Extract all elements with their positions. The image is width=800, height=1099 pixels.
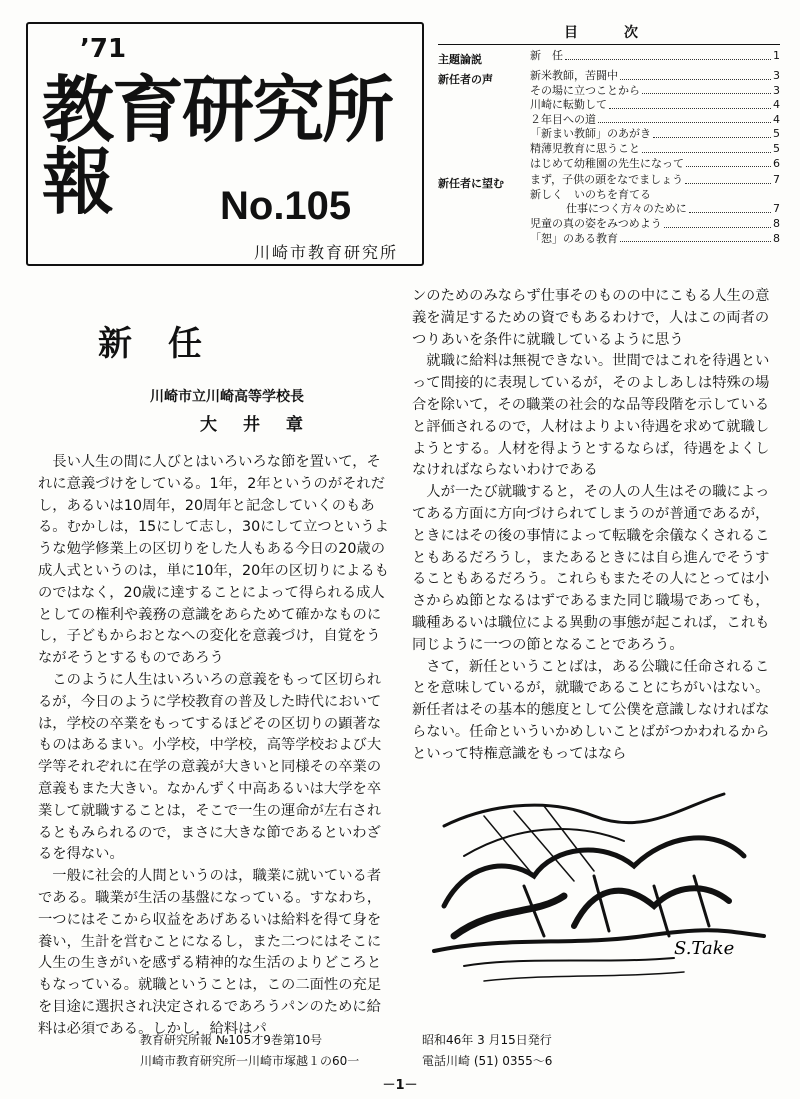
toc-entry-page: 4 [773,98,780,112]
masthead [26,22,424,266]
toc-entry-title: 新しく いのちを育てる [530,187,651,201]
footer-publish-date: 昭和46年 3 月15日発行 [422,1033,552,1047]
toc-leader-dots [565,49,771,60]
author-name: 大井章 [200,415,329,435]
toc-section-label: 主題論説 [438,53,482,66]
toc-entry [530,188,780,203]
masthead-year: ’71 [80,34,127,64]
toc-leader-dots [664,217,771,228]
toc-entry-title: 「新まい教師」のあがき [530,127,651,141]
toc-leader-dots [642,142,771,153]
toc-entry-page: 4 [773,112,780,126]
toc-leader-dots [689,202,771,213]
toc-entry-title: 精薄児教育に思うこと [530,141,640,155]
toc-leader-dots [685,173,771,184]
toc-entry-title: 川崎に転勤して [530,98,607,112]
toc-leader-dots [620,69,771,80]
toc-entry [530,127,780,142]
toc-entry-title: 仕事につく方々のために [566,202,687,216]
toc-heading: 目 次 [438,22,780,45]
toc-entry [530,232,780,247]
toc-entry-page: 3 [773,69,780,82]
toc-leader-dots [620,232,771,243]
toc-entry-page: 8 [773,216,780,230]
toc-entry-page: 5 [773,141,780,155]
toc-leader-dots [598,113,771,124]
toc-section [438,173,780,246]
toc-entry-title: 児童の真の姿をみつめよう [530,216,662,230]
article-title: 新任 [98,324,238,364]
footer-phone: 電話川崎 (51) 0355～6 [422,1054,553,1068]
toc-entry [530,69,780,84]
toc-sections [438,49,780,246]
toc-entry-title: 「恕」のある教育 [530,231,618,245]
toc-entry [530,173,780,188]
page-number: －1－ [382,1078,418,1093]
article-paragraph: さて，新任ということばは，ある公職に任命されることを意味しているが，就職であることにちがいはない。新任者はその基本的態度として公僕を意識しなければならない。任命といういかめしいことばがつかわれるからといって特権意識をもってはなら [412,658,770,762]
toc-entry [530,49,780,64]
toc-entry-title: まず，子供の頭をなでましょう [530,173,684,187]
toc-entry [530,113,780,128]
toc-entry-title: その場に立つことから [530,83,640,97]
toc-leader-dots [686,157,771,168]
author-affiliation: 川崎市立川崎高等学校長 [150,389,304,405]
article-paragraph: このように人生はいろいろの意義をもって区切られるが，今日のように学校教育の普及した時代においては，学校の卒業をもってするほどその区切りの顕著なものはあるまい。小学校，中学校，高等学校および大学等それぞれに在学の意義が大きいと同様その卒業の意義もまた大きい。なかんずく中高あるいは大学を卒業して就職することは，そこで一生の運命が左右されるともみられるので，まさに大きな節であるといわざるを得ない。 [38,671,382,863]
toc-entry-page: 1 [773,49,780,62]
toc-entry [530,84,780,99]
toc-entry-title: 新米教師，苦闘中 [530,69,618,82]
toc-entry-page: 5 [773,127,780,141]
toc-leader-dots [653,127,771,138]
article-column-left [38,452,394,1041]
toc-entry-title: 新 任 [530,49,563,62]
toc-entry [530,202,780,217]
table-of-contents [438,22,780,248]
toc-entry-page: 7 [773,202,780,216]
article-paragraph: 人が一たび就職すると，その人の人生はその職によってある方面に方向づけられてしまうのが普通であるが，ときにはその後の事情によって転職を余儀なくされることもあるだろうし，またあるときには自ら進んでそうすることもあるだろう。これらもまたその人にとっては小さからぬ節となるはずであるまた同じ職場であっても，職種あるいは職位による異動の事態が起これば，これも同じように一つの節となることであろう。 [412,484,770,653]
publisher-name: 川崎市教育研究所 [254,243,399,262]
footer-issue-info: 教育研究所報 №105才9巻第10号 [140,1033,323,1047]
toc-entry [530,98,780,113]
toc-entry-page: 6 [773,156,780,170]
article-paragraph: 一般に社会的人間というのは，職業に就いている者である。職業が生活の基盤になっている。すなわち，一つにはそこから収益をあげあるいは給料を得て身を養い，生計を営むことになるし，また二つにはそこに人生の生きがいを感ずる精神的な生活のよりどころともなっている。就職ということは，この二面性の充足を目途に選択され決定されるであろうパンのために給料は必須である。しかし，給料はパ [38,868,382,1037]
ink-sketch-illustration [424,786,780,996]
article-paragraph: 就職に給料は無視できない。世間ではこれを待遇といって間接的に表現しているが，そのよしあしは特殊の場合を除いて，その職業の社会的な品等段階を示していると評価されるので，人材はよりよい待遇を求めて就職しようとする。人材を得ようとするならば，待遇をよくしなければならないわけである [412,353,770,479]
toc-entry [530,157,780,172]
article-column-right [412,286,772,766]
toc-entry [530,217,780,232]
toc-entry-title: はじめて幼稚園の先生になって [530,156,684,170]
article-paragraph: ンのためのみならず仕事そのものの中にこもる人生の意義を満足するための資でもあるわけで，人はこの両者のつりあいを条件に就職しているように思う [412,288,770,348]
masthead-title: 教育研究所報 [42,67,393,224]
issue-number: No.105 [220,184,352,228]
toc-section-label: 新任者に望む [438,177,504,191]
toc-entry-page: 3 [773,83,780,97]
sketch-signature: S.Take [674,938,735,959]
toc-entry [530,142,780,157]
toc-section [438,69,780,171]
toc-section-label: 新任者の声 [438,73,493,86]
toc-section [438,49,780,67]
footer-imprint [140,1030,780,1072]
toc-entry-page: 7 [773,173,780,187]
toc-entry-page: 8 [773,231,780,245]
article-paragraph: 長い人生の間に人びとはいろいろな節を置いて，それに意義づけをしている。1年，2年というのがそれだし，あるいは10周年，20周年と記念していくのもある。むかしは，15にして志し，30にして立つというような勉学修業上の区切りをした人もある今日の20歳の成人式というのは，単に10年，20年の区切りによるものではなく，20歳に達することによって得られる成人としての権利や義務の意識をあらためて確かなものにし，子どもからおとなへの変化を意義づけ，自覚をうながそうとするものであろう [38,454,389,667]
toc-leader-dots [642,84,771,95]
toc-entry-title: ２年目への道 [530,112,596,126]
toc-leader-dots [609,98,771,109]
footer-address: 川崎市教育研究所一川崎市塚越１の60一 [140,1054,360,1068]
